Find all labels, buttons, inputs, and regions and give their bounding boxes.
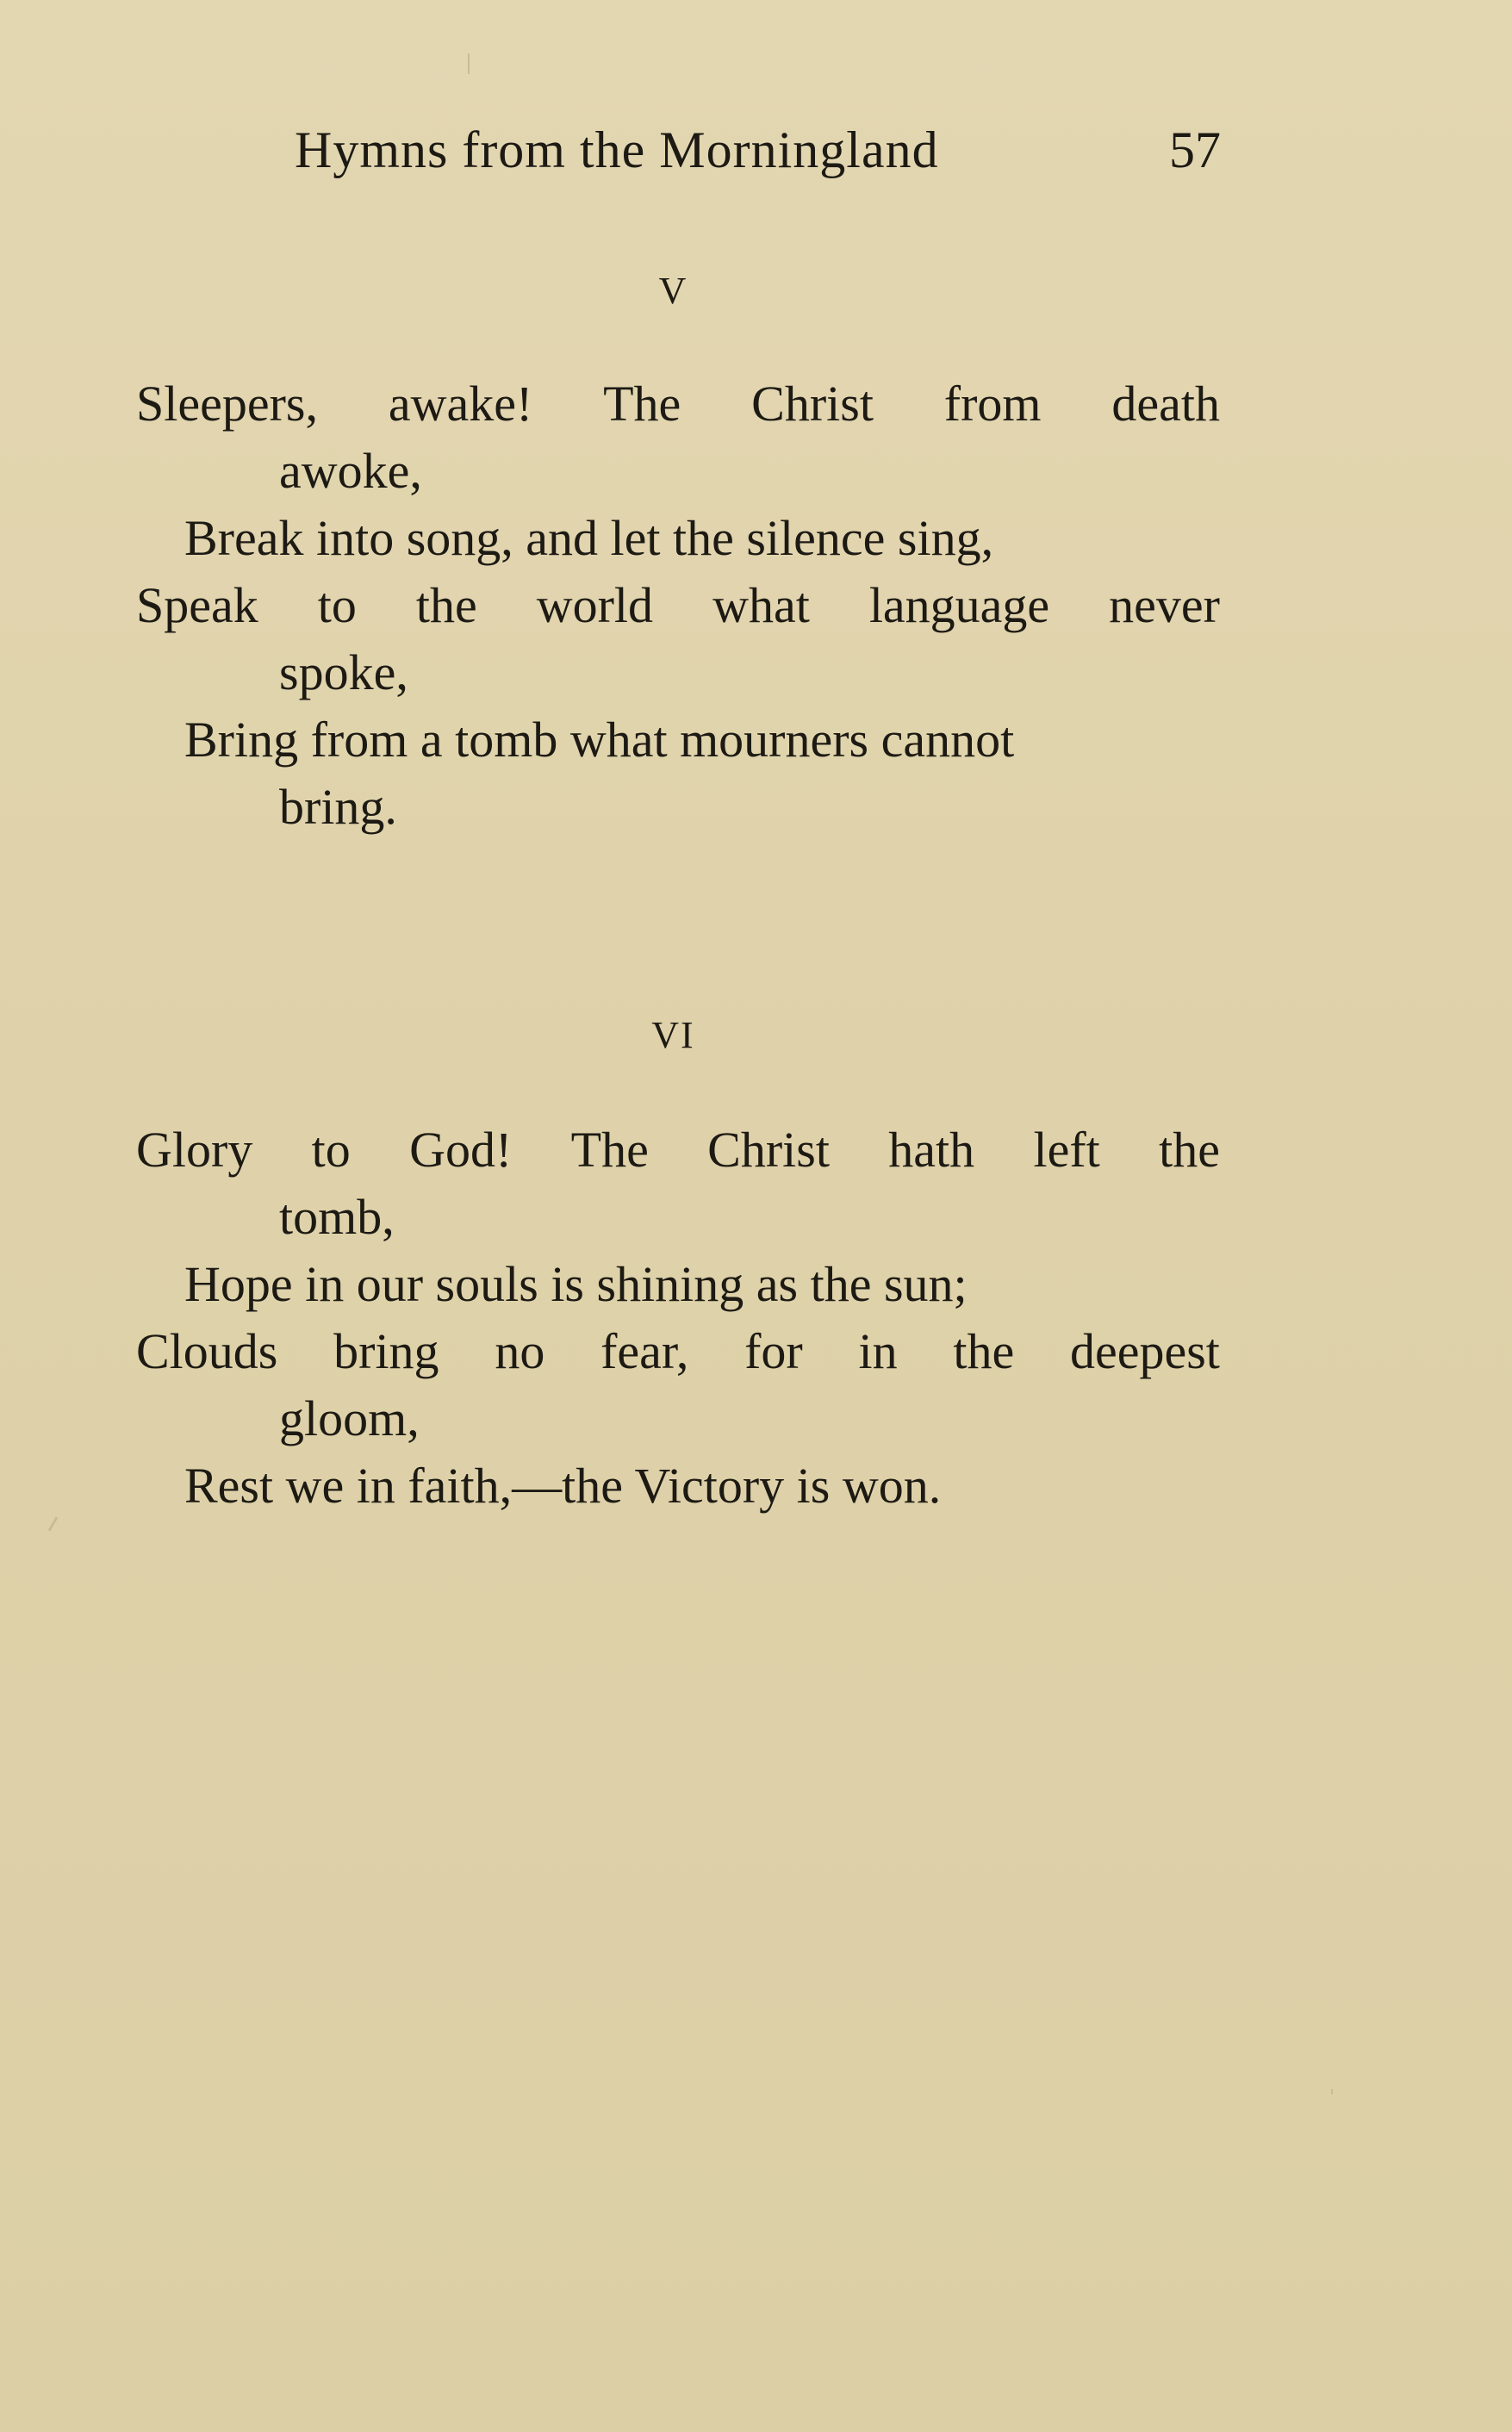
word: death <box>1111 376 1220 432</box>
section-numeral: V <box>658 270 688 312</box>
word: Speak <box>136 577 258 633</box>
word: The <box>570 1122 649 1178</box>
verse-line <box>136 370 1220 438</box>
word: world <box>536 577 654 633</box>
word: for <box>744 1323 803 1379</box>
word: left <box>1033 1122 1100 1178</box>
verse-line: Bring from a tomb what mourners cannot <box>184 712 1015 768</box>
word: the <box>415 577 477 633</box>
word: from <box>943 376 1042 432</box>
word: to <box>317 577 357 633</box>
word: in <box>858 1323 898 1379</box>
verse-line: Rest we in faith,—the Victory is won. <box>184 1458 942 1514</box>
word: the <box>953 1323 1015 1379</box>
word: deepest <box>1069 1323 1220 1379</box>
verse-line <box>136 572 1220 639</box>
stanza <box>136 370 1220 841</box>
word: awake! <box>388 376 533 432</box>
paper-blemish <box>48 1516 59 1531</box>
running-title: Hymns from the Morningland <box>295 121 939 178</box>
word: what <box>712 577 810 633</box>
section-numeral: VI <box>651 1014 695 1056</box>
word: Christ <box>751 376 874 432</box>
page-number: 57 <box>1169 121 1221 178</box>
word: fear, <box>600 1323 689 1379</box>
verse-line-continuation: tomb, <box>279 1189 395 1245</box>
word: no <box>495 1323 545 1379</box>
verse-line-continuation: awoke, <box>279 443 422 499</box>
word: hath <box>888 1122 975 1178</box>
word: The <box>603 376 681 432</box>
word: Glory <box>136 1122 253 1178</box>
word: Christ <box>707 1122 830 1178</box>
word: Sleepers, <box>136 376 318 432</box>
word: God! <box>409 1122 513 1178</box>
word: bring <box>333 1323 439 1379</box>
verse-line <box>136 1116 1220 1184</box>
verse-line <box>136 1318 1220 1385</box>
paper-blemish <box>468 53 470 74</box>
verse-line: Hope in our souls is shining as the sun; <box>184 1256 968 1312</box>
word: the <box>1159 1122 1220 1178</box>
stanza <box>136 1116 1220 1520</box>
word: never <box>1109 577 1220 633</box>
verse-line-continuation: gloom, <box>279 1390 420 1446</box>
word: language <box>868 577 1050 633</box>
verse-line-continuation: bring. <box>279 779 397 835</box>
verse-line: Break into song, and let the silence sing, <box>184 510 994 566</box>
word: Clouds <box>136 1323 278 1379</box>
word: to <box>311 1122 351 1178</box>
paper-blemish <box>1331 2089 1333 2094</box>
running-head <box>295 121 1221 190</box>
verse-line-continuation: spoke, <box>279 644 408 700</box>
